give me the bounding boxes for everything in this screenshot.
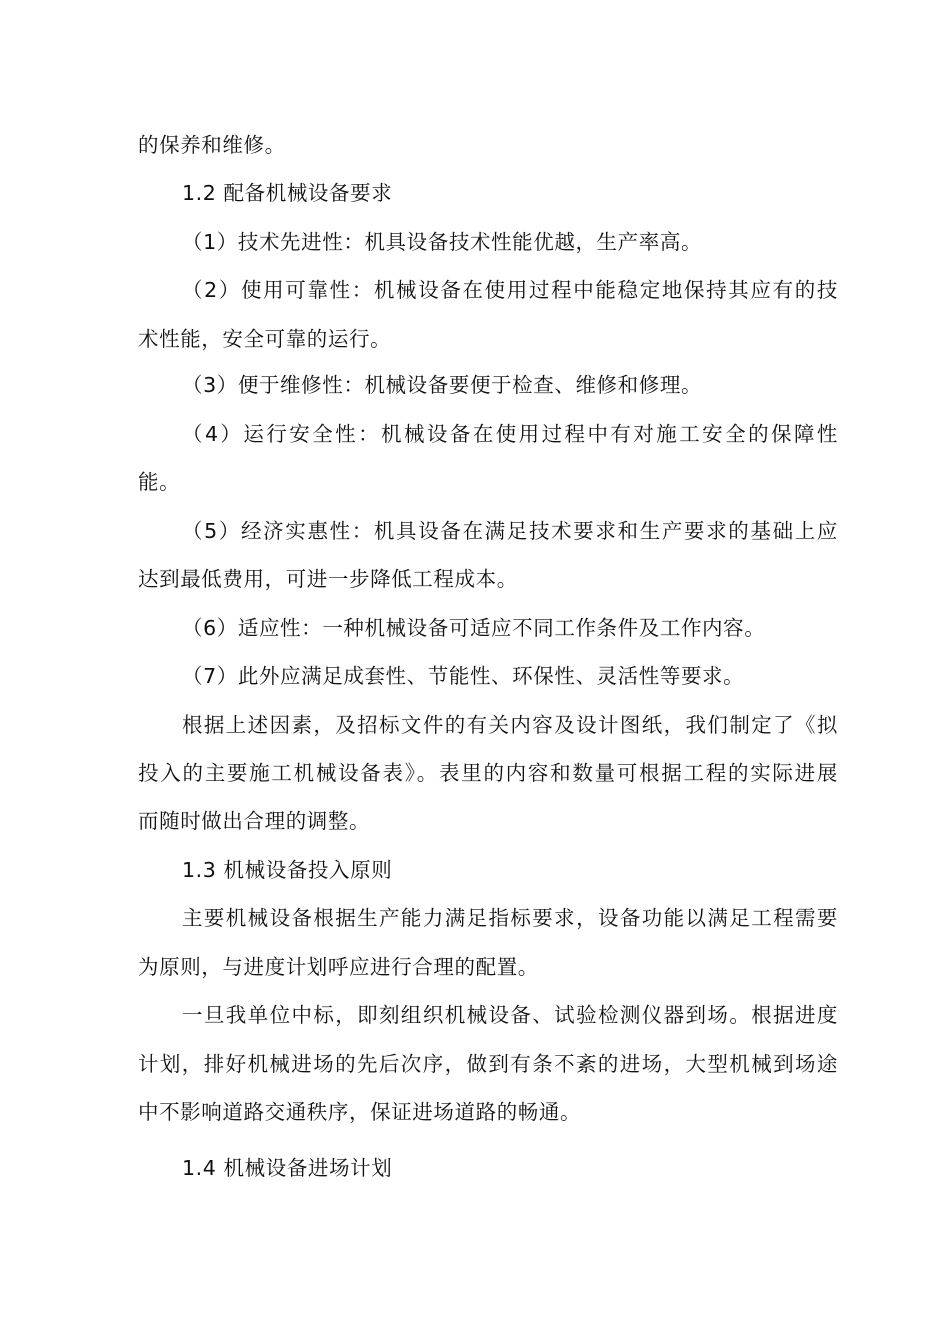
text-line: 主要机械设备根据生产能力满足指标要求，设备功能以满足工程需要 xyxy=(182,906,838,930)
text-line: 中不影响道路交通秩序，保证进场道路的畅通。 xyxy=(138,1100,582,1124)
text-line: （2）使用可靠性：机械设备在使用过程中能稳定地保持其应有的技 xyxy=(182,278,838,302)
text-line: （3）便于维修性：机械设备要便于检查、维修和修理。 xyxy=(182,373,703,397)
text-line: 计划，排好机械进场的先后次序，做到有条不紊的进场，大型机械到场途 xyxy=(138,1052,838,1076)
text-line: 能。 xyxy=(138,470,181,494)
text-line: （5）经济实惠性：机具设备在满足技术要求和生产要求的基础上应 xyxy=(182,519,838,543)
text-line: （7）此外应满足成套性、节能性、环保性、灵活性等要求。 xyxy=(182,664,745,688)
text-line: （1）技术先进性：机具设备技术性能优越，生产率高。 xyxy=(182,230,703,254)
text-line: 达到最低费用，可进一步降低工程成本。 xyxy=(138,567,518,591)
section-heading: 1.4 机械设备进场计划 xyxy=(182,1156,393,1180)
section-heading: 1.2 配备机械设备要求 xyxy=(182,181,393,205)
text-line: 术性能，安全可靠的运行。 xyxy=(138,327,392,351)
text-line: 投入的主要施工机械设备表》。表里的内容和数量可根据工程的实际进展 xyxy=(138,761,838,785)
text-line: （6）适应性：一种机械设备可适应不同工作条件及工作内容。 xyxy=(182,616,766,640)
text-line: 为原则，与进度计划呼应进行合理的配置。 xyxy=(138,955,539,979)
section-heading: 1.3 机械设备投入原则 xyxy=(182,858,393,882)
text-line: 一旦我单位中标，即刻组织机械设备、试验检测仪器到场。根据进度 xyxy=(182,1003,838,1027)
text-line: 而随时做出合理的调整。 xyxy=(138,809,371,833)
text-line: 的保养和维修。 xyxy=(138,133,286,157)
text-line: （4）运行安全性：机械设备在使用过程中有对施工安全的保障性 xyxy=(182,422,838,446)
text-line: 根据上述因素，及招标文件的有关内容及设计图纸，我们制定了《拟 xyxy=(182,713,838,737)
